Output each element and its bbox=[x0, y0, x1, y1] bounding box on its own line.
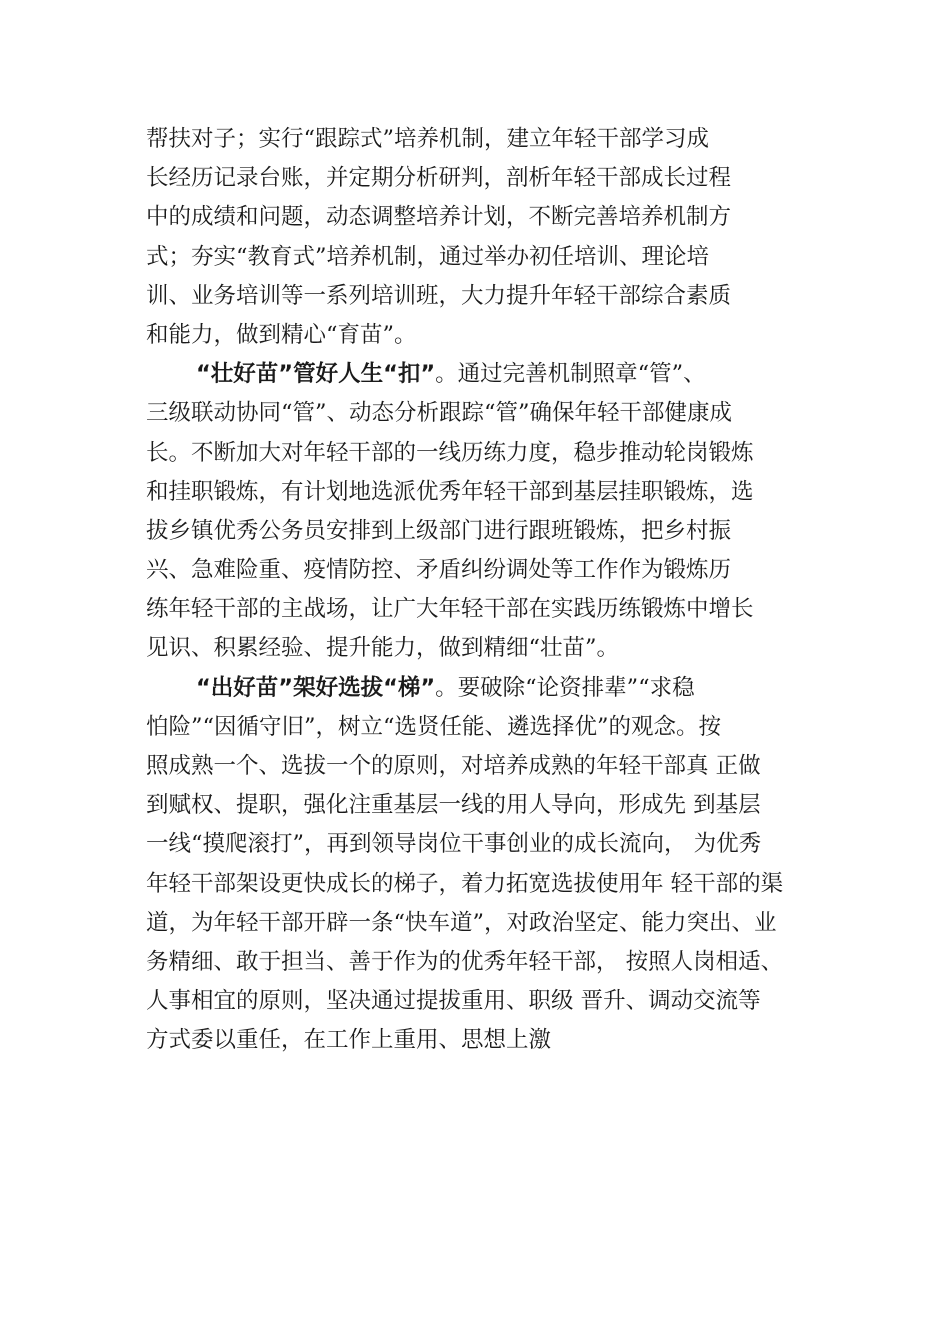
text-line: 年轻干部架设更快成长的梯子，着力拓宽选拔使用年 轻干部的渠 bbox=[146, 870, 784, 897]
text-line: 方式委以重任，在工作上重用、思想上激 bbox=[146, 1027, 552, 1054]
document-body bbox=[146, 120, 836, 1061]
text-line: 三级联动协同“管”、动态分析跟踪“管”确保年轻干部健康成 bbox=[146, 400, 733, 427]
paragraph-support-pairing bbox=[146, 120, 836, 355]
paragraph-first-line bbox=[146, 355, 836, 394]
text-line: 兴、急难险重、疫情防控、矛盾纠纷调处等工作作为锻炼历 bbox=[146, 557, 732, 584]
text-line: 中的成绩和问题，动态调整培养计划，不断完善培养机制方 bbox=[146, 204, 732, 231]
text-line: 拔乡镇优秀公务员安排到上级部门进行跟班锻炼，把乡村振 bbox=[146, 517, 732, 544]
text-line: 到赋权、提职，强化注重基层一线的用人导向，形成先 到基层 bbox=[146, 792, 761, 819]
paragraph-first-line-text: 。要破除“论资排辈”“求稳 bbox=[435, 674, 695, 701]
text-line: 怕险”“因循守旧”，树立“选贤任能、遴选择优”的观念。按 bbox=[146, 713, 722, 740]
text-line: 式；夯实“教育式”培养机制，通过举办初任培训、理论培 bbox=[146, 243, 710, 270]
text-line: 练年轻干部的主战场，让广大年轻干部在实践历练锻炼中增长 bbox=[146, 596, 754, 623]
text-line: 训、业务培训等一系列培训班，大力提升年轻干部综合素质 bbox=[146, 282, 732, 309]
text-line: 道，为年轻干部开辟一条“快车道”，对政治坚定、能力突出、业 bbox=[146, 909, 777, 936]
text-line: 和挂职锻炼，有计划地选派优秀年轻干部到基层挂职锻炼，选 bbox=[146, 478, 754, 505]
paragraph-first-line bbox=[146, 669, 836, 708]
text-line: 人事相宜的原则，坚决通过提拔重用、职级 晋升、调动交流等 bbox=[146, 988, 761, 1015]
text-line: 一线“摸爬滚打”，再到领导岗位干事创业的成长流向， 为优秀 bbox=[146, 831, 762, 858]
text-line: 长经历记录台账，并定期分析研判，剖析年轻干部成长过程 bbox=[146, 165, 732, 192]
text-line: 见识、积累经验、提升能力，做到精细“壮苗”。 bbox=[146, 635, 620, 662]
text-line: 务精细、敢于担当、善于作为的优秀年轻干部， 按照人岗相适、 bbox=[146, 948, 784, 975]
paragraph-lead-heading: “出好苗”架好选拔“梯” bbox=[196, 674, 436, 701]
paragraph-first-line-text: 。通过完善机制照章“管”、 bbox=[435, 361, 706, 388]
text-line: 长。不断加大对年轻干部的一线历练力度，稳步推动轮岗锻炼 bbox=[146, 439, 754, 466]
paragraph-good-seedlings-ladder bbox=[146, 669, 836, 1061]
text-line: 帮扶对子；实行“跟踪式”培养机制，建立年轻干部学习成 bbox=[146, 126, 710, 152]
text-line: 和能力，做到精心“育苗”。 bbox=[146, 321, 417, 348]
text-line: 照成熟一个、选拔一个的原则，对培养成熟的年轻干部真 正做 bbox=[146, 753, 761, 779]
paragraph-lead-heading: “壮好苗”管好人生“扣” bbox=[196, 361, 436, 388]
paragraph-strong-seedlings bbox=[146, 355, 836, 669]
